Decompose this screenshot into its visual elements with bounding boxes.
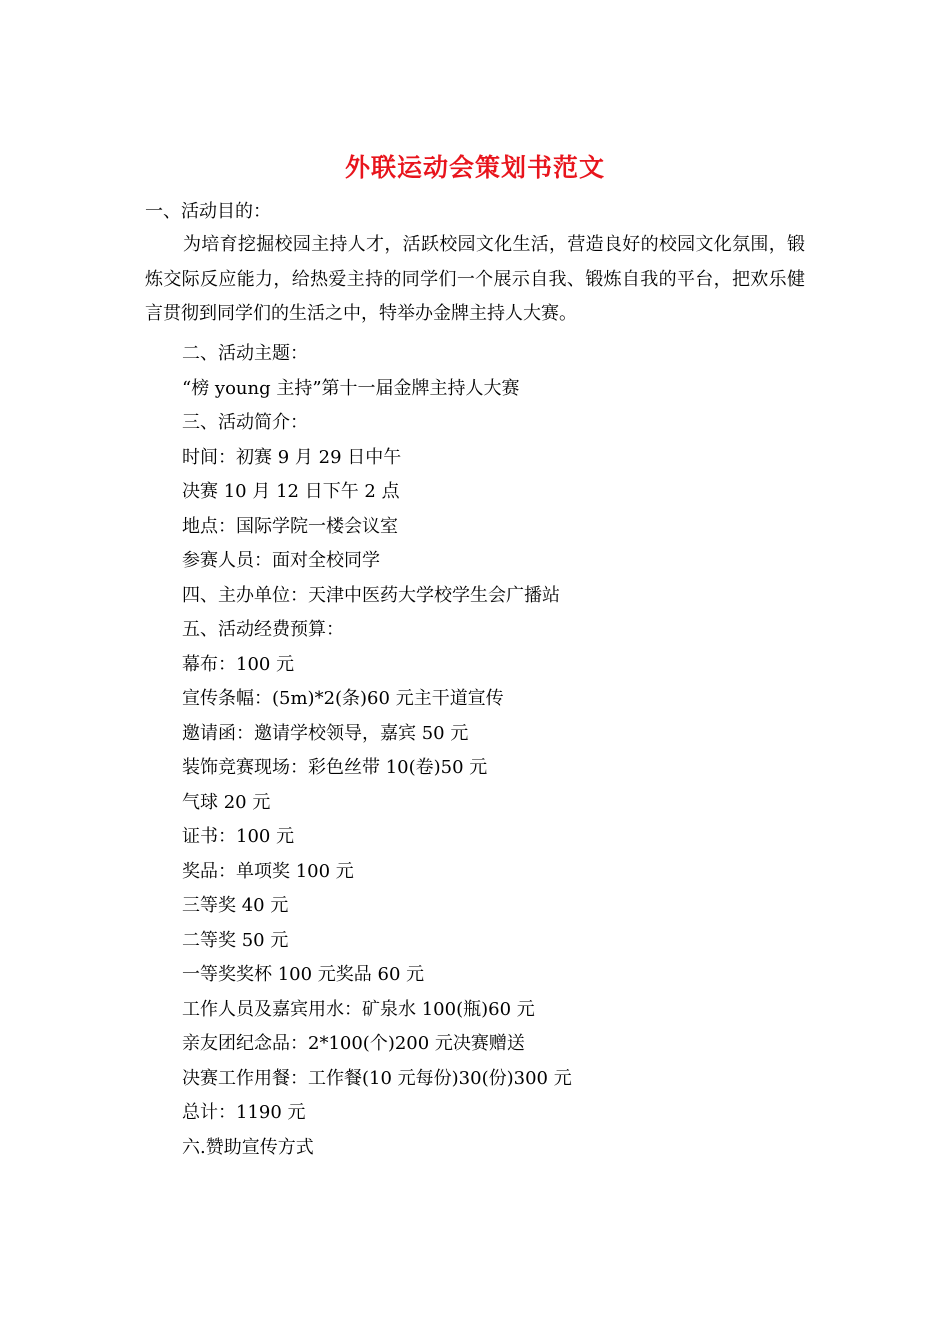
section-heading-purpose: 一、活动目的：	[145, 201, 271, 222]
purpose-paragraph: 为培育挖掘校园主持人才，活跃校园文化生活，营造良好的校园文化氛围，锻炼交际反应能力，给热爱主持的同学们一个展示自我、锻炼自我的平台，把欢乐健言贯彻到同学们的生活之中，特举办金牌主持人大赛。	[145, 234, 805, 324]
budget-item: 证书：100 元	[182, 826, 295, 847]
budget-item: 幕布：100 元	[182, 654, 295, 675]
budget-item: 邀请函：邀请学校领导，嘉宾 50 元	[182, 723, 469, 744]
budget-item: 宣传条幅：(5m)*2(条)60 元主干道宣传	[182, 688, 504, 709]
section-heading-theme: 二、活动主题：	[182, 343, 308, 364]
theme-text: “榜 young 主持”第十一届金牌主持人大赛	[182, 378, 520, 399]
budget-item: 一等奖奖杯 100 元奖品 60 元	[182, 964, 425, 985]
budget-item: 气球 20 元	[182, 792, 271, 813]
budget-total: 总计：1190 元	[182, 1102, 306, 1123]
section-heading-budget: 五、活动经费预算：	[182, 619, 344, 640]
budget-item: 工作人员及嘉宾用水：矿泉水 100(瓶)60 元	[182, 999, 535, 1020]
budget-item: 三等奖 40 元	[182, 895, 289, 916]
budget-item: 奖品：单项奖 100 元	[182, 861, 354, 882]
intro-participants: 参赛人员：面对全校同学	[182, 550, 380, 571]
intro-location: 地点：国际学院一楼会议室	[182, 516, 398, 537]
intro-final-time: 决赛 10 月 12 日下午 2 点	[182, 481, 400, 502]
section-heading-sponsorship: 六.赞助宣传方式	[182, 1137, 314, 1158]
section-heading-intro: 三、活动简介：	[182, 412, 308, 433]
section-heading-organizer: 四、主办单位：天津中医药大学校学生会广播站	[182, 585, 560, 606]
document-title: 外联运动会策划书范文	[344, 153, 605, 182]
budget-item: 装饰竞赛现场：彩色丝带 10(卷)50 元	[182, 757, 488, 778]
intro-time: 时间：初赛 9 月 29 日中午	[182, 447, 402, 468]
budget-item: 亲友团纪念品：2*100(个)200 元决赛赠送	[182, 1033, 525, 1054]
budget-item: 二等奖 50 元	[182, 930, 289, 951]
budget-item: 决赛工作用餐：工作餐(10 元每份)30(份)300 元	[182, 1068, 572, 1089]
